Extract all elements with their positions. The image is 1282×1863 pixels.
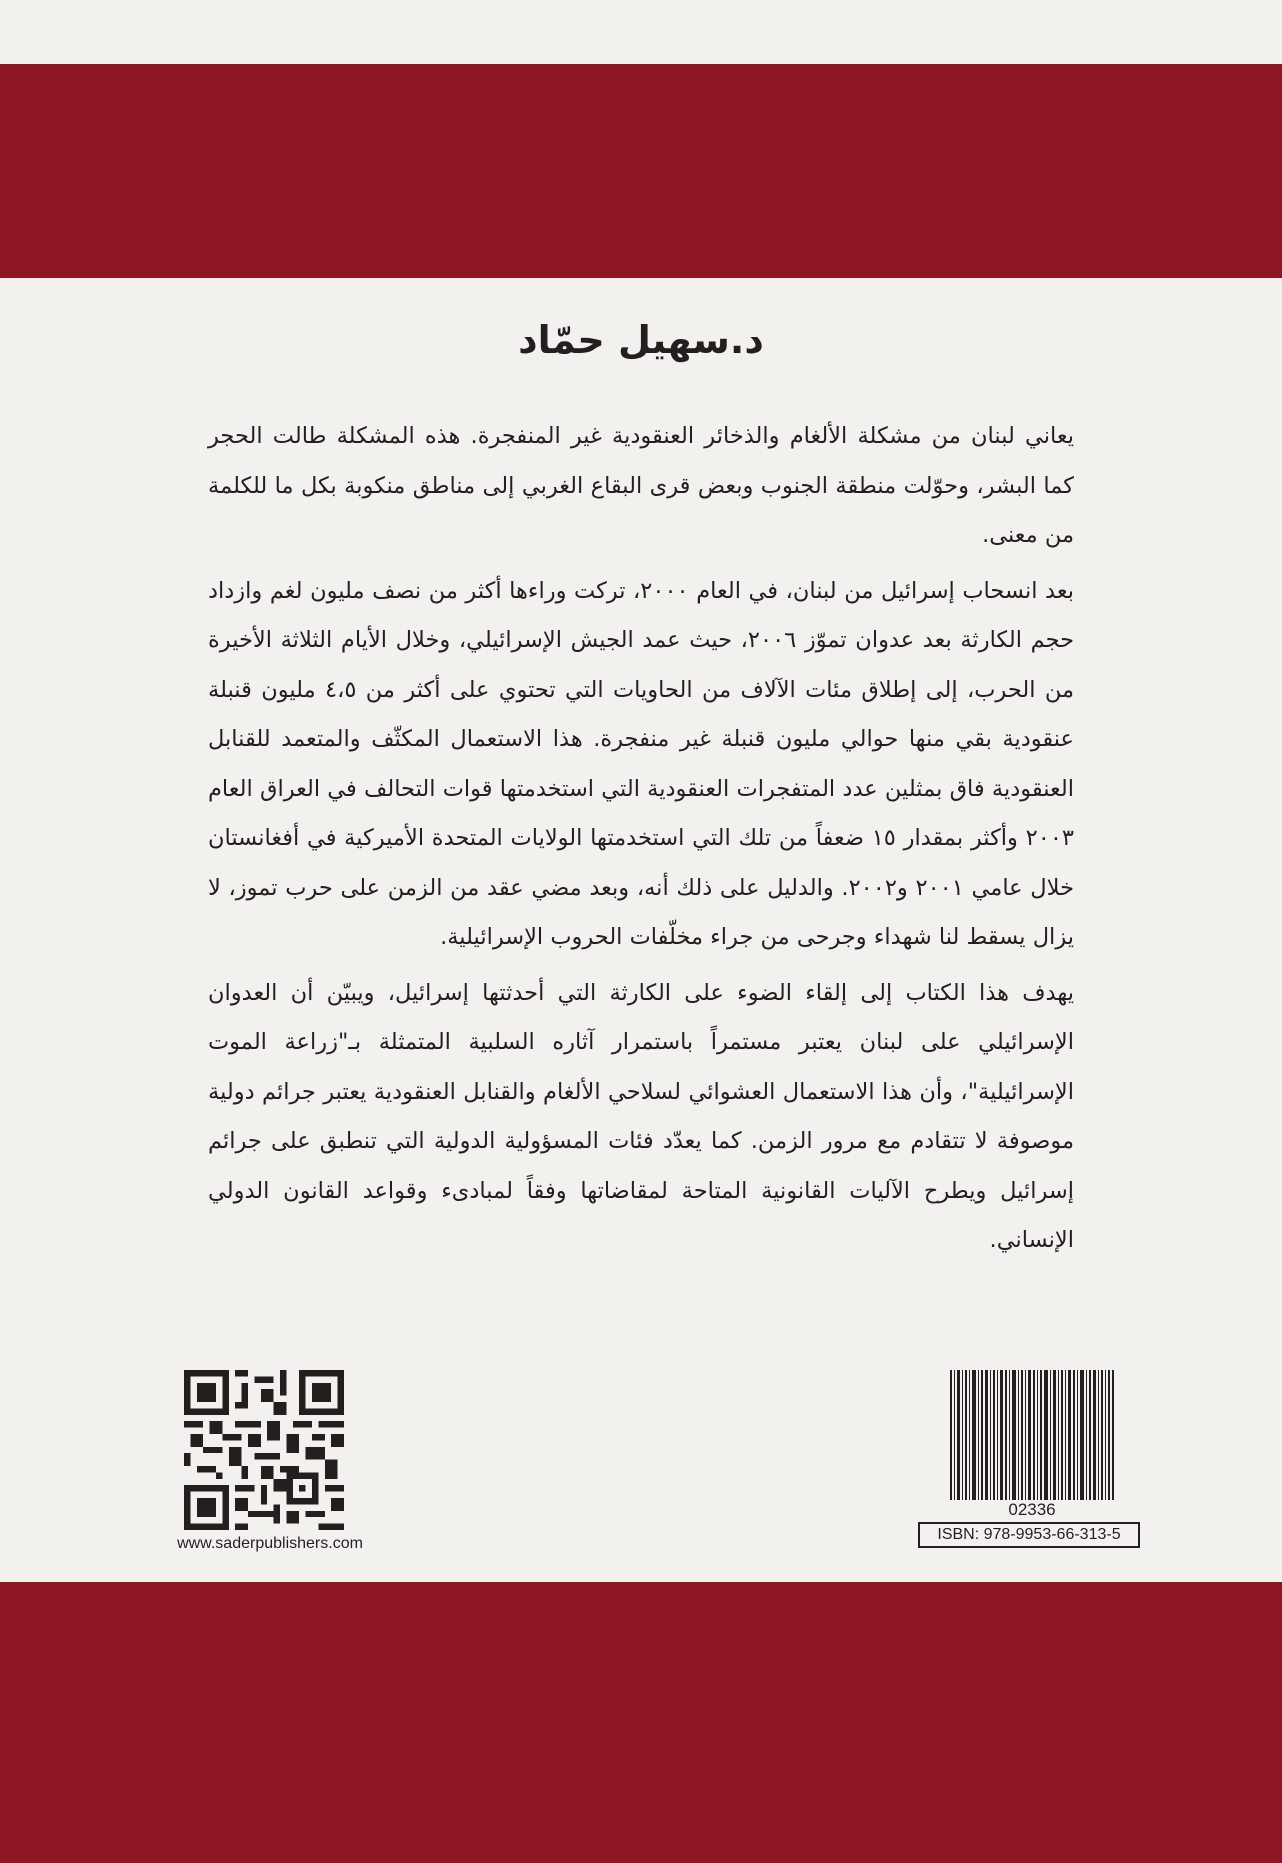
publisher-website: www.saderpublishers.com bbox=[177, 1535, 363, 1552]
top-maroon-band bbox=[0, 64, 1282, 278]
qr-code bbox=[184, 1370, 344, 1530]
blurb-paragraph-1: يعاني لبنان من مشكلة الألغام والذخائر العنقودية غير المنفجرة. هذه المشكلة طالت الحجر كما البشر، وحوّلت منطقة الجنوب وبعض قرى البقاع الغربي إلى مناطق منكوبة بكل ما للكلمة من معنى. bbox=[208, 423, 1074, 548]
isbn-label: ISBN: 978-9953-66-313-5 bbox=[918, 1522, 1140, 1548]
author-name: د.سهيل حمّاد bbox=[518, 318, 764, 362]
barcode bbox=[950, 1370, 1114, 1500]
bottom-maroon-band bbox=[0, 1582, 1282, 1863]
back-cover-blurb bbox=[208, 412, 1074, 1272]
blurb-paragraph-2: بعد انسحاب إسرائيل من لبنان، في العام ٢٠٠٠، تركت وراءها أكثر من نصف مليون لغم وازداد حجم الكارثة بعد عدوان تموّز ٢٠٠٦، حيث عمد الجيش الإسرائيلي، وخلال الأيام الثلاثة الأخيرة من الحرب، إلى إطلاق مئات الآلاف من الحاويات التي تحتوي على أكثر من ٤،٥ مليون قنبلة عنقودية بقي منها حوالي مليون قنبلة غير منفجرة. هذا الاستعمال المكثّف والمتعمد للقنابل العنقودية فاق بمثلين عدد المتفجرات العنقودية التي استخدمتها قوات التحالف في العراق العام ٢٠٠٣ وأكثر بمقدار ١٥ ضعفاً من تلك التي استخدمتها الولايات المتحدة الأميركية في أفغانستان خلال عامي ٢٠٠١ و٢٠٠٢. والدليل على ذلك أنه، وبعد مضي عقد من الزمن على حرب تموز، لا يزال يسقط لنا شهداء وجرحى من جراء مخلّفات الحروب الإسرائيلية. bbox=[208, 577, 1074, 950]
blurb-paragraph-3: يهدف هذا الكتاب إلى إلقاء الضوء على الكارثة التي أحدثتها إسرائيل، ويبيّن أن العدوان الإسرائيلي على لبنان يعتبر مستمراً باستمرار آثاره السلبية المتمثلة بـ"زراعة الموت الإسرائيلية"، وأن هذا الاستعمال العشوائي لسلاحي الألغام والقنابل العنقودية يعتبر جرائم دولية موصوفة لا تتقادم مع مرور الزمن. كما يعدّد فئات المسؤولية الدولية التي تنطبق على جرائم إسرائيل ويطرح الآليات القانونية المتاحة لمقاضاتها وفقاً لمبادىء وقواعد القانون الدولي الإنساني. bbox=[208, 979, 1074, 1253]
barcode-number: 02336 bbox=[1008, 1500, 1056, 1519]
